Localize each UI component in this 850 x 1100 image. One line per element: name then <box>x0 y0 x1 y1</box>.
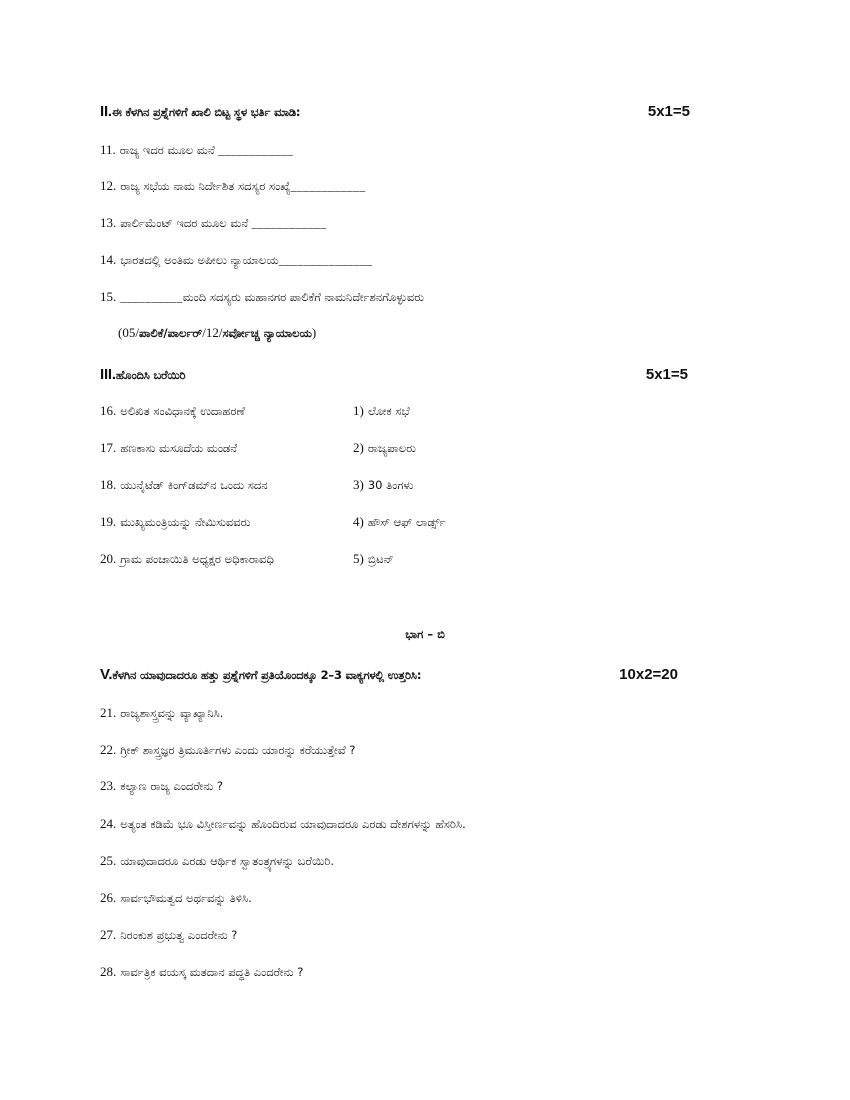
question-number: 26. <box>100 890 117 905</box>
answer-blank: __________ <box>120 292 183 304</box>
hint-open: (05/ <box>118 325 139 340</box>
question-number: 25. <box>100 853 117 868</box>
match-left <box>100 438 237 458</box>
match-left <box>100 512 250 532</box>
answer-blank: ____________ <box>248 218 327 230</box>
match-left-text: ಗ್ರಾಮ ಪಂಚಾಯಿತಿ ಅಧ್ಯಕ್ಷರ ಅಧಿಕಾರಾವಧಿ <box>120 552 274 566</box>
section-5-header <box>100 662 678 686</box>
question-15 <box>100 287 424 307</box>
question-text: ಗ್ರೀಕ್ ಶಾಸ್ತ್ರಜ್ಞರ ತ್ರಿಮೂರ್ತಿಗಳು ಎಂದು ಯಾರನ್ನು ಕರೆಯುತ್ತೇವೆ ? <box>120 743 356 757</box>
question-number: 19. <box>100 514 117 529</box>
question-number: 27. <box>100 927 117 942</box>
question-13 <box>100 213 327 233</box>
question-text: ನಿರಂಕುಶ ಪ್ರಭುತ್ವ ಎಂದರೇನು ? <box>120 928 238 942</box>
question-text: ರಾಜ್ಯ ಸಭೆಯ ನಾಮ ನಿರ್ದೇಶಿತ ಸದಸ್ಯರ ಸಂಖ್ಯೆ <box>120 179 291 193</box>
option-number: 4) <box>353 514 364 529</box>
question-number: 23. <box>100 778 117 793</box>
part-b-heading: ಭಾಗ – ಬಿ <box>405 627 445 641</box>
option-number: 3) <box>353 477 364 492</box>
question-text: ಅತ್ಯಂತ ಕಡಿಮೆ ಭೂ ವಿಸ್ತೀರ್ಣವನ್ನು ಹೊಂದಿರುವ ಯಾವುದಾದರೂ ಎರಡು ದೇಶಗಳನ್ನು ಹೆಸರಿಸಿ. <box>120 817 466 831</box>
match-right <box>353 401 410 421</box>
answer-options-hint: (05/ಪಾಲಿಕೆ/ಪಾರ್ಲರ್/12/ಸರ್ವೋಚ್ಚ ನ್ಯಾಯಾಲಯ) <box>118 325 317 340</box>
question-number: 21. <box>100 705 117 720</box>
option-number: 1) <box>353 403 364 418</box>
match-left-text: ಅಲಿಖಿತ ಸಂವಿಧಾನಕ್ಕೆ ಉದಾಹರಣೆ <box>120 404 245 418</box>
section-5-instruction: ಕೆಳಗಿನ ಯಾವುದಾದರೂ ಹತ್ತು ಪ್ರಶ್ನೆಗಳಿಗೆ ಪ್ರತಿಯೊಂದಕ್ಕೂ 2–3 ವಾಕ್ಯಗಳಲ್ಲಿ ಉತ್ತರಿಸಿ: <box>112 667 422 682</box>
match-row-19 <box>100 512 560 532</box>
section-3-marks: 5x1=5 <box>645 365 688 383</box>
match-right-text: 30 ತಿಂಗಳು <box>367 478 414 492</box>
question-27 <box>100 925 237 945</box>
match-left-text: ಹಣಕಾಸು ಮಸೂದೆಯ ಮಂಡನೆ <box>120 441 238 455</box>
question-12 <box>100 176 366 196</box>
answer-blank: ____________ <box>214 145 294 157</box>
question-text: ಪಾರ್ಲಿಮೆಂಟ್ ಇದರ ಮೂಲ ಮನೆ <box>120 216 249 230</box>
question-23 <box>100 776 223 796</box>
section-2-marks: 5x1=5 <box>647 102 690 120</box>
question-text: ಸಾರ್ವಭೌಮತ್ವದ ಅರ್ಥವನ್ನು ತಿಳಿಸಿ. <box>120 891 252 905</box>
match-right <box>353 512 446 532</box>
hint-option-1: ಪಾಲಿಕೆ <box>138 326 164 340</box>
question-number: 22. <box>100 742 117 757</box>
match-left-text: ಯುನೈಟೆಡ್ ಕಿಂಗ್‌ಡಮ್‌ನ ಒಂದು ಸದನ <box>120 478 268 492</box>
match-right <box>353 438 416 458</box>
question-text: ಭಾರತದಲ್ಲಿ ಅಂತಿಮ ಅಪೀಲು ನ್ಯಾಯಾಲಯ <box>120 253 279 267</box>
match-right-text: ರಾಜ್ಯಪಾಲರು <box>367 441 416 455</box>
match-row-20 <box>100 549 560 569</box>
question-26 <box>100 888 252 908</box>
section-2-title <box>100 103 300 120</box>
match-right-text: ಬ್ರಿಟನ್ <box>367 552 394 566</box>
match-right-text: ಹೌಸ್ ಆಫ್ ಲಾರ್ಡ್ಸ್ <box>367 515 446 529</box>
match-left <box>100 549 274 569</box>
question-number: 17. <box>100 440 117 455</box>
section-5-marks: 10x2=20 <box>619 665 678 683</box>
question-21 <box>100 703 223 723</box>
question-number: 11. <box>100 142 116 157</box>
match-left <box>100 401 245 421</box>
section-3-title <box>100 366 185 383</box>
question-text: ರಾಜ್ಯ ಇದರ ಮೂಲ ಮನೆ <box>119 143 215 157</box>
hint-option-4: ಸರ್ವೋಚ್ಚ ನ್ಯಾಯಾಲಯ <box>222 326 312 340</box>
question-text: ಯಾವುದಾದರೂ ಎರಡು ಆರ್ಥಿಕ ಸ್ವಾತಂತ್ರ್ಯಗಳನ್ನು ಬರೆಯಿರಿ. <box>120 854 335 868</box>
match-right-text: ಲೋಕ ಸಭೆ <box>367 404 410 418</box>
question-number: 13. <box>100 215 117 230</box>
question-24 <box>100 814 466 834</box>
question-text: ಕಲ್ಯಾಣ ರಾಜ್ಯ ಎಂದರೇನು ? <box>120 779 224 793</box>
match-row-16 <box>100 401 560 421</box>
question-number: 18. <box>100 477 117 492</box>
question-text: ರಾಜ್ಯಶಾಸ್ತ್ರವನ್ನು ವ್ಯಾಖ್ಯಾನಿಸಿ. <box>120 706 224 720</box>
hint-close: ) <box>311 325 317 340</box>
question-25 <box>100 851 334 871</box>
question-number: 12. <box>100 178 117 193</box>
section-5-roman: V. <box>100 665 113 683</box>
section-3-roman: III. <box>100 365 116 383</box>
section-2-roman: II. <box>100 102 112 120</box>
match-right <box>353 475 413 495</box>
option-number: 5) <box>353 551 364 566</box>
hint-option-3: 12 <box>205 325 219 340</box>
section-2-header <box>100 99 700 123</box>
question-number: 20. <box>100 551 117 566</box>
match-left-text: ಮುಖ್ಯಮಂತ್ರಿಯನ್ನು ನೇಮಿಸುವವರು <box>120 515 251 529</box>
question-number: 14. <box>100 252 117 267</box>
section-3-instruction: ಹೊಂದಿಸಿ ಬರೆಯಿರಿ <box>115 367 186 382</box>
question-number: 16. <box>100 403 117 418</box>
section-3-header <box>100 362 688 386</box>
question-number: 24. <box>100 816 117 831</box>
match-right <box>353 549 394 569</box>
question-28 <box>100 962 303 982</box>
match-row-17 <box>100 438 560 458</box>
question-number: 28. <box>100 964 117 979</box>
hint-option-2: ಪಾರ್ಲರ್ <box>167 326 203 340</box>
section-5-title <box>100 666 421 683</box>
option-number: 2) <box>353 440 364 455</box>
question-text: ಸಾರ್ವತ್ರಿಕ ವಯಸ್ಕ ಮತದಾನ ಪದ್ಧತಿ ಎಂದರೇನು ? <box>120 965 304 979</box>
answer-blank: _______________ <box>278 255 373 267</box>
section-2-instruction: ಈ ಕೆಳಗಿನ ಪ್ರಶ್ನೆಗಳಿಗೆ ಖಾಲಿ ಬಿಟ್ಟ ಸ್ಥಳ ಭರ್ತಿ ಮಾಡಿ: <box>111 104 301 119</box>
question-text: ಮಂದಿ ಸದಸ್ಯರು ಮಹಾನಗರ ಪಾಲಿಕೆಗೆ ನಾಮನಿರ್ದೇಶನಗೊಳ್ಳುವರು <box>182 290 424 304</box>
answer-blank: ____________ <box>290 181 366 193</box>
match-left <box>100 475 268 495</box>
question-14 <box>100 250 372 270</box>
question-11 <box>100 140 293 160</box>
question-number: 15. <box>100 289 117 304</box>
match-row-18 <box>100 475 560 495</box>
question-22 <box>100 740 355 760</box>
